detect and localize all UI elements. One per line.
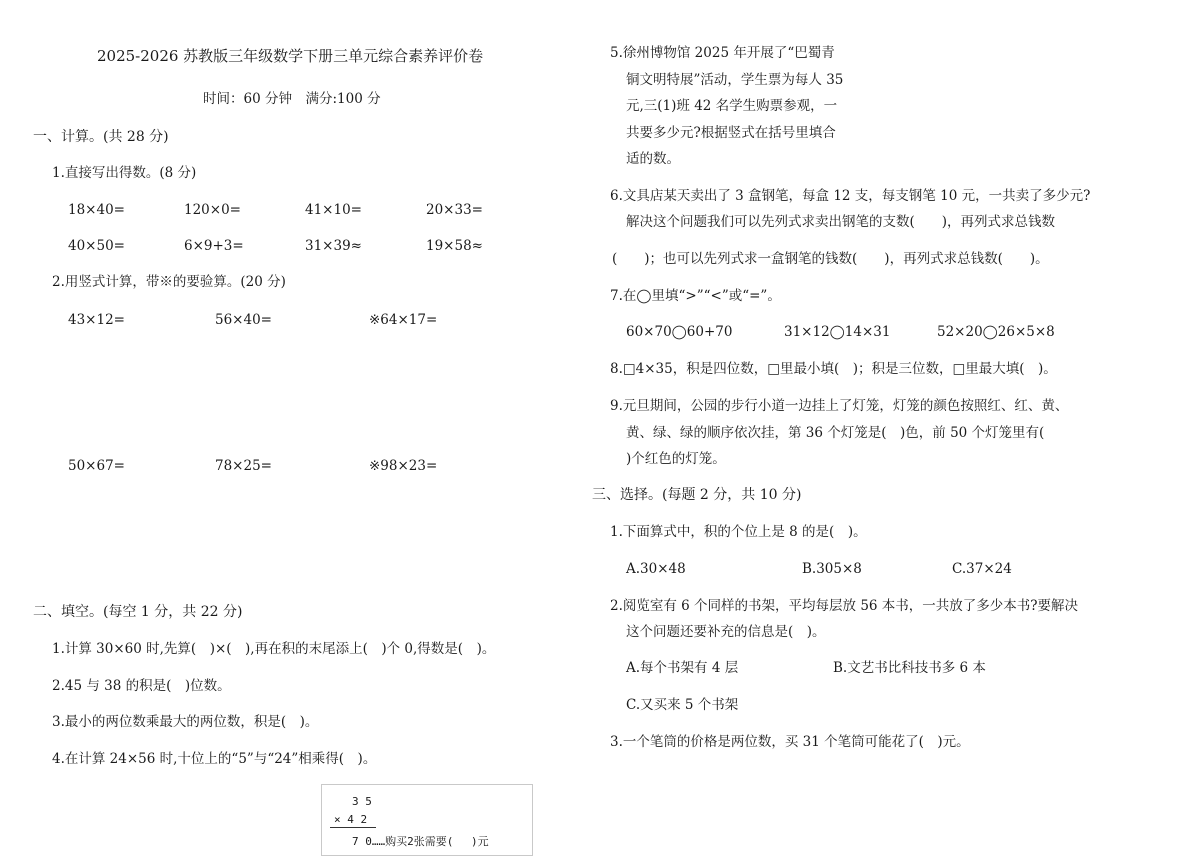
fill-question-5-line: 元,三(1)班 42 名学生购票参观，一 bbox=[626, 98, 838, 114]
choice-option: C.又买来 5 个书架 bbox=[626, 697, 739, 713]
choice-question-1: 1.下面算式中，积的个位上是 8 的是( )。 bbox=[610, 524, 867, 540]
calc-item: 20×33= bbox=[426, 202, 483, 218]
fill-question-6-line: ( )；也可以先列式求一盒钢笔的钱数( )，再列式求总钱数( )。 bbox=[612, 251, 1049, 267]
choice-option: A.30×48 bbox=[626, 561, 686, 577]
fill-question-3: 3.最小的两位数乘最大的两位数，积是( )。 bbox=[52, 714, 319, 730]
vertical-calc-item: ※64×17= bbox=[369, 312, 438, 328]
vertical-calc-item: 56×40= bbox=[215, 312, 272, 328]
calc-item: 41×10= bbox=[305, 202, 362, 218]
choice-question-2-line: 2.阅览室有 6 个同样的书架，平均每层放 56 本书，一共放了多少本书?要解决 bbox=[610, 598, 1079, 614]
choice-option: B.文艺书比科技书多 6 本 bbox=[833, 660, 986, 676]
box-multiplier: × 4 2 bbox=[334, 813, 368, 826]
fill-question-5-line: 适的数。 bbox=[626, 151, 680, 167]
vertical-calc-item: ※98×23= bbox=[369, 458, 438, 474]
compare-item: 31×12◯14×31 bbox=[784, 324, 891, 340]
fill-question-5-line: 5.徐州博物馆 2025 年开展了“巴蜀青 bbox=[610, 45, 835, 61]
box-partial-product: 7 0……购买2张需要( )元 bbox=[352, 835, 489, 848]
choice-question-3: 3.一个笔筒的价格是两位数，买 31 个笔筒可能花了( )元。 bbox=[610, 734, 970, 750]
fill-question-8: 8.□4×35，积是四位数，□里最小填( )；积是三位数，□里最大填( )。 bbox=[610, 361, 1057, 377]
fill-question-6-line: 解决这个问题我们可以先列式求卖出钢笔的支数( )，再列式求总钱数 bbox=[626, 214, 1056, 230]
page-title: 2025-2026 苏教版三年级数学下册三单元综合素养评价卷 bbox=[97, 47, 484, 65]
fill-question-1: 1.计算 30×60 时,先算( )×( ),再在积的末尾添上( )个 0,得数是( )。 bbox=[52, 641, 496, 657]
calc-item: 18×40= bbox=[68, 202, 125, 218]
compare-item: 60×70◯60+70 bbox=[626, 324, 733, 340]
fill-question-5-line: 铜文明特展”活动，学生票为每人 35 bbox=[626, 72, 844, 88]
vertical-calc-item: 78×25= bbox=[215, 458, 272, 474]
section-3-heading: 三、选择。(每题 2 分，共 10 分) bbox=[592, 487, 802, 503]
fill-question-5-line: 共要多少元?根据竖式在括号里填合 bbox=[626, 125, 836, 141]
choice-option: A.每个书架有 4 层 bbox=[626, 660, 739, 676]
fill-question-6-line: 6.文具店某天卖出了 3 盒钢笔，每盒 12 支，每支钢笔 10 元，一共卖了多少元? bbox=[610, 188, 1091, 204]
calc-item: 40×50= bbox=[68, 238, 125, 254]
compare-item: 52×20◯26×5×8 bbox=[937, 324, 1055, 340]
fill-question-9-line: 9.元旦期间，公园的步行小道一边挂上了灯笼，灯笼的颜色按照红、红、黄、 bbox=[610, 398, 1069, 414]
calc-item: 120×0= bbox=[184, 202, 241, 218]
fill-question-4: 4.在计算 24×56 时,十位上的“5”与“24”相乘得( )。 bbox=[52, 751, 377, 767]
fill-question-2: 2.45 与 38 的积是( )位数。 bbox=[52, 678, 231, 694]
box-rule bbox=[330, 827, 376, 828]
section-2-heading: 二、填空。(每空 1 分，共 22 分) bbox=[33, 604, 243, 620]
fill-question-9-line: )个红色的灯笼。 bbox=[626, 451, 726, 467]
question-1-2: 2.用竖式计算，带※的要验算。(20 分) bbox=[52, 274, 286, 290]
choice-option: B.305×8 bbox=[802, 561, 862, 577]
choice-question-2-line: 这个问题还要补充的信息是( )。 bbox=[626, 624, 826, 640]
calc-item: 6×9+3= bbox=[184, 238, 244, 254]
fill-question-7: 7.在◯里填“>”“<”或“=”。 bbox=[610, 288, 781, 304]
vertical-calc-item: 50×67= bbox=[68, 458, 125, 474]
section-1-heading: 一、计算。(共 28 分) bbox=[33, 129, 169, 145]
fill-question-9-line: 黄、绿、绿的顺序依次挂，第 36 个灯笼是( )色，前 50 个灯笼里有( bbox=[626, 425, 1045, 441]
question-1-1: 1.直接写出得数。(8 分) bbox=[52, 165, 197, 181]
box-multiplicand: 3 5 bbox=[352, 795, 372, 808]
choice-option: C.37×24 bbox=[952, 561, 1012, 577]
vertical-calc-item: 43×12= bbox=[68, 312, 125, 328]
time-score-info: 时间：60 分钟 满分:100 分 bbox=[203, 91, 381, 107]
calc-item: 19×58≈ bbox=[426, 238, 483, 254]
calc-item: 31×39≈ bbox=[305, 238, 362, 254]
vertical-multiplication-box bbox=[321, 784, 533, 856]
